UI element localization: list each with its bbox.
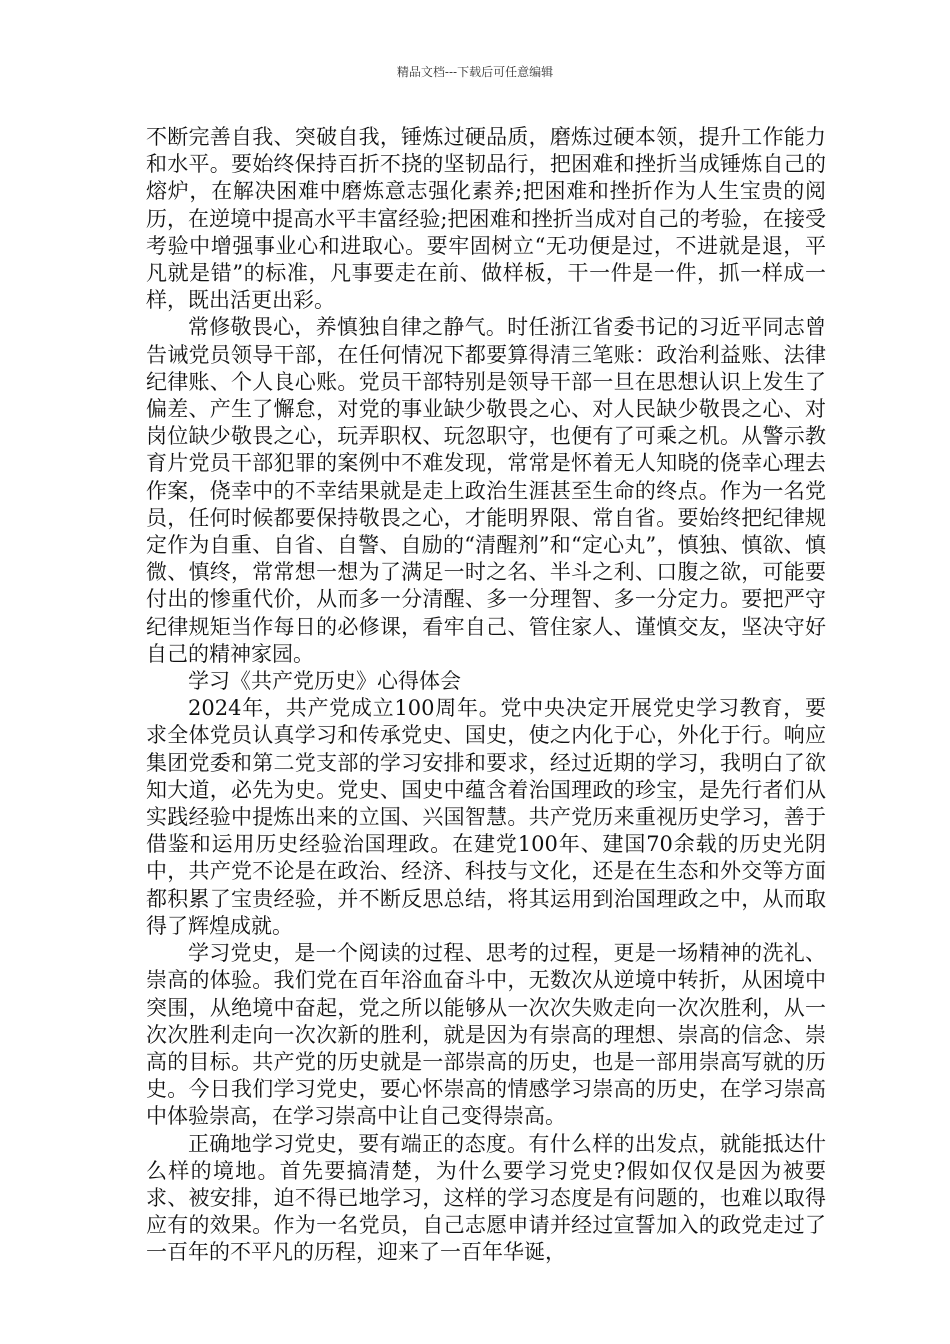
section-title: 学习《共产党历史》心得体会 [188,669,461,694]
paragraph-4: 学习党史，是一个阅读的过程、思考的过程，更是一场精神的洗礼、崇高的体验。我们党在百年浴血奋斗中，无数次从逆境中转折，从困境中突围，从绝境中奋起，党之所以能够从一次次失败走向一次次胜利，从一次次胜利走向一次次新的胜利，就是因为有崇高的理想、崇高的信念、崇高的目标。共产党的历史就是一部崇高的历史，也是一部用崇高写就的历史。今日我们学习党史，要心怀崇高的情感学习崇高的历史，在学习崇高中体验崇高，在学习崇高中让自己变得崇高。 [146,941,826,1129]
paragraph-1: 不断完善自我、突破自我，锤炼过硬品质，磨炼过硬本领，提升工作能力和水平。要始终保持百折不挠的坚韧品行，把困难和挫折当成锤炼自己的熔炉，在解决困难中磨炼意志强化素养;把困难和挫折作为人生宝贵的阅历，在逆境中提高水平丰富经验;把困难和挫折当成对自己的考验，在接受考验中增强事业心和进取心。要牢固树立“无功便是过，不进就是退，平凡就是错”的标准，凡事要走在前、做样板，干一件是一件，抓一样成一样，既出活更出彩。 [146,125,826,313]
paragraph-3: 2024年，共产党成立100周年。党中央决定开展党史学习教育，要求全体党员认真学习和传承党史、国史，使之内化于心，外化于行。响应集团党委和第二党支部的学习安排和要求，经过近期的学习，我明白了欲知大道，必先为史。党史、国史中蕴含着治国理政的珍宝，是先行者们从实践经验中提炼出来的立国、兴国智慧。共产党历来重视历史学习，善于借鉴和运用历史经验治国理政。在建党100年、建国70余载的历史光阴中，共产党不论是在政治、经济、科技与文化，还是在生态和外交等方面都积累了宝贵经验，并不断反思总结，将其运用到治国理政之中，从而取得了辉煌成就。 [146,696,826,938]
page-header: 精品文档---下载后可任意编辑 [396,65,554,79]
document-body [146,124,826,1267]
paragraph-5: 正确地学习党史，要有端正的态度。有什么样的出发点，就能抵达什么样的境地。首先要搞清楚，为什么要学习党史?假如仅仅是因为被要求、被安排，迫不得已地学习，这样的学习态度是有问题的，也难以取得应有的效果。作为一名党员，自己志愿申请并经过宣誓加入的政党走过了一百年的不平凡的历程，迎来了一百年华诞， [146,1131,826,1265]
paragraph-2: 常修敬畏心，养慎独自律之静气。时任浙江省委书记的习近平同志曾告诫党员领导干部，在任何情况下都要算得清三笔账：政治利益账、法律纪律账、个人良心账。党员干部特别是领导干部一旦在思想认识上发生了偏差、产生了懈怠，对党的事业缺少敬畏之心、对人民缺少敬畏之心、对岗位缺少敬畏之心，玩弄职权、玩忽职守，也便有了可乘之机。从警示教育片党员干部犯罪的案例中不难发现，常常是怀着无人知晓的侥幸心理去作案，侥幸中的不幸结果就是走上政治生涯甚至生命的终点。作为一名党员，任何时候都要保持敬畏之心，才能明界限、常自省。要始终把纪律规定作为自重、自省、自警、自励的“清醒剂”和“定心丸”，慎独、慎欲、慎微、慎终，常常想一想为了满足一时之名、半斗之利、口腹之欲，可能要付出的惨重代价，从而多一分清醒、多一分理智、多一分定力。要把严守纪律规矩当作每日的必修课，看牢自己、管住家人、谨慎交友，坚决守好自己的精神家园。 [146,315,826,666]
